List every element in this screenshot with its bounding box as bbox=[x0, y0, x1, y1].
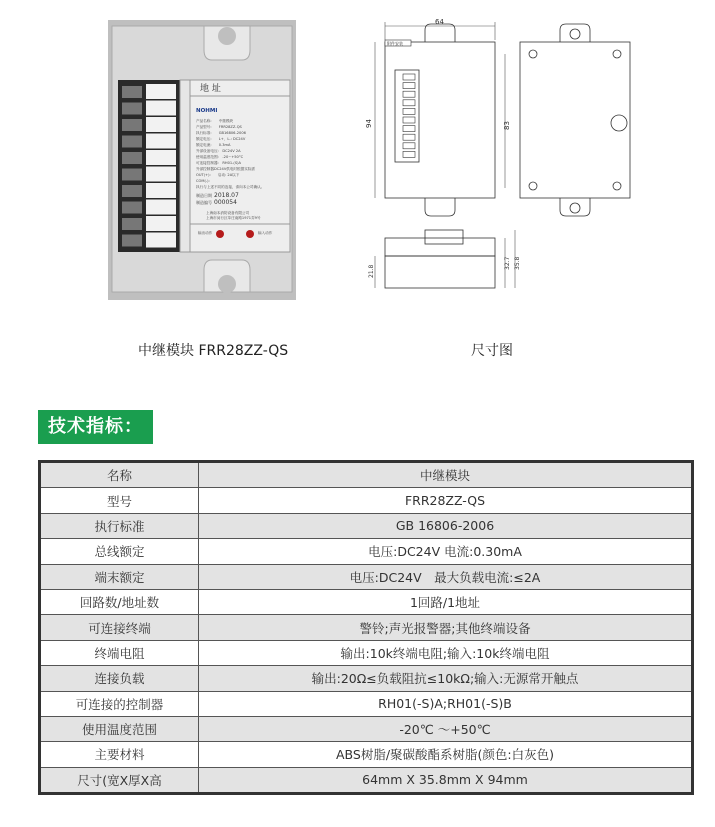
spec-row bbox=[40, 691, 693, 716]
spec-name: 连接负载 bbox=[40, 666, 199, 691]
dim-height-inner: 83 bbox=[503, 121, 511, 130]
spec-value: 警铃;声光报警器;其他终端设备 bbox=[199, 615, 693, 640]
dimension-caption: 尺寸图 bbox=[471, 343, 513, 359]
spec-row bbox=[40, 513, 693, 538]
dim-height-outer: 94 bbox=[365, 119, 373, 128]
spec-row bbox=[40, 462, 693, 488]
spec-row bbox=[40, 488, 693, 513]
spec-name: 回路数/地址数 bbox=[40, 589, 199, 614]
spec-value: 64mm X 35.8mm X 94mm bbox=[199, 767, 693, 793]
terminal-outline bbox=[403, 117, 415, 123]
input-led-icon bbox=[246, 230, 254, 238]
serial-label: 制造编号 bbox=[196, 200, 212, 205]
spec-row bbox=[40, 539, 693, 564]
terminal-clamp bbox=[146, 134, 176, 149]
label-line: 外部设备电压: DC24V 2A bbox=[196, 149, 241, 153]
terminal-outline bbox=[403, 74, 415, 80]
terminal-outline bbox=[403, 134, 415, 140]
label-line: 产品型号: FRR28ZZ-QS bbox=[196, 125, 242, 129]
date-value: 2018.07 bbox=[214, 192, 239, 199]
spec-name: 型号 bbox=[40, 488, 199, 513]
label-line: 执行标准: GB16806-2006 bbox=[196, 131, 246, 135]
label-line: 产品名称: 中继模块 bbox=[196, 119, 234, 123]
spec-row bbox=[40, 564, 693, 589]
label-line: 额定电流: 0.3mA bbox=[196, 143, 231, 147]
label-line: 外部控制器DC24V供电时根据实际需 bbox=[196, 167, 256, 171]
product-caption: 中继模块 FRR28ZZ-QS bbox=[138, 343, 289, 359]
label-line: 可连接控制器: RH01-(S)A bbox=[196, 161, 241, 165]
terminal-outline bbox=[403, 91, 415, 97]
spec-name: 终端电阻 bbox=[40, 640, 199, 665]
serial-value: 000054 bbox=[214, 199, 237, 206]
terminal-screw-icon bbox=[122, 169, 142, 181]
company-line-1: 上海南本消防设备有限公司 bbox=[206, 211, 250, 215]
terminal-clamp bbox=[146, 101, 176, 116]
terminal-screw-icon bbox=[122, 185, 142, 197]
spec-name: 使用温度范围 bbox=[40, 716, 199, 741]
spec-name: 主要材料 bbox=[40, 742, 199, 767]
terminal-screw-icon bbox=[122, 202, 142, 214]
spec-row bbox=[40, 589, 693, 614]
label-address: 地 址 bbox=[200, 84, 221, 94]
terminal-outline bbox=[403, 83, 415, 89]
spec-value: ABS树脂/聚碳酸酯系树脂(颜色:白灰色) bbox=[199, 742, 693, 767]
terminal-outline bbox=[403, 143, 415, 149]
label-line: 执行与上述不同的连接，请向本公司确认。 bbox=[196, 185, 265, 189]
terminal-clamp bbox=[146, 216, 176, 231]
spec-name: 执行标准 bbox=[40, 513, 199, 538]
led-in-label: 输入动作 bbox=[258, 231, 273, 235]
terminal-clamp bbox=[146, 150, 176, 165]
terminal-screw-icon bbox=[122, 235, 142, 247]
label-line: 额定电压: L+、L-: DC24V bbox=[196, 137, 246, 141]
terminal-clamp bbox=[146, 117, 176, 132]
product-photo bbox=[108, 20, 296, 300]
output-led-icon bbox=[216, 230, 224, 238]
spec-name: 名称 bbox=[40, 462, 199, 488]
spec-value: 1回路/1地址 bbox=[199, 589, 693, 614]
dim-width: 64 bbox=[435, 18, 444, 26]
spec-table bbox=[38, 460, 694, 795]
terminal-clamp bbox=[146, 183, 176, 198]
terminal-clamp bbox=[146, 84, 176, 99]
terminal-screw-icon bbox=[122, 218, 142, 230]
terminal-screw-icon bbox=[122, 86, 142, 98]
terminal-clamp bbox=[146, 233, 176, 248]
dim-side-c: 35.8 bbox=[514, 256, 521, 270]
date-label: 制造日期 bbox=[196, 193, 212, 198]
spec-name: 可连接的控制器 bbox=[40, 691, 199, 716]
terminal-screw-icon bbox=[122, 103, 142, 115]
spec-value: GB 16806-2006 bbox=[199, 513, 693, 538]
spec-value: 输出:20Ω≤负载阻抗≤10kΩ;输入:无源常开触点 bbox=[199, 666, 693, 691]
terminal-screw-icon bbox=[122, 119, 142, 131]
spec-value: -20℃ ～+50℃ bbox=[199, 716, 693, 741]
spec-name: 端末额定 bbox=[40, 564, 199, 589]
company-line-2: 上海市闵行区莘庄南路1971弄9号 bbox=[206, 216, 261, 220]
spec-value: 电压:DC24V 电流:0.30mA bbox=[199, 539, 693, 564]
spec-name: 可连接终端 bbox=[40, 615, 199, 640]
brand-logo: NOHMI bbox=[196, 108, 218, 114]
terminal-clamp bbox=[146, 200, 176, 215]
spec-value: 电压:DC24V 最大负载电流:≤2A bbox=[199, 564, 693, 589]
terminal-outline bbox=[403, 151, 415, 157]
terminal-outline bbox=[403, 126, 415, 132]
spec-value: FRR28ZZ-QS bbox=[199, 488, 693, 513]
spec-value: 输出:10k终端电阻;输入:10k终端电阻 bbox=[199, 640, 693, 665]
label-line: OUT(+): 启动: 2A以下 bbox=[196, 173, 240, 177]
dim-side-b: 32.7 bbox=[504, 256, 511, 270]
spec-name: 尺寸(宽X厚X高 bbox=[40, 767, 199, 793]
spec-row bbox=[40, 742, 693, 767]
label-line: 使用温度范围: -20~+50°C bbox=[196, 155, 244, 159]
terminal-clamp bbox=[146, 167, 176, 182]
terminal-outline bbox=[403, 100, 415, 106]
spec-name: 总线额定 bbox=[40, 539, 199, 564]
terminal-screw-icon bbox=[122, 152, 142, 164]
spec-value: 中继模块 bbox=[199, 462, 693, 488]
spec-value: RH01(-S)A;RH01(-S)B bbox=[199, 691, 693, 716]
terminal-screw-icon bbox=[122, 136, 142, 148]
terminal-outline bbox=[403, 108, 415, 114]
dimension-drawing bbox=[355, 18, 635, 300]
led-out-label: 输出动作 bbox=[198, 231, 213, 235]
section-title: 技术指标： bbox=[38, 410, 153, 444]
spec-row bbox=[40, 716, 693, 741]
spec-row bbox=[40, 666, 693, 691]
spec-row bbox=[40, 615, 693, 640]
dim-tag: 附件安装 bbox=[387, 41, 403, 46]
dim-side-a: 21.8 bbox=[368, 264, 375, 278]
label-line: COM(-): bbox=[196, 179, 214, 183]
spec-row bbox=[40, 767, 693, 793]
spec-row bbox=[40, 640, 693, 665]
